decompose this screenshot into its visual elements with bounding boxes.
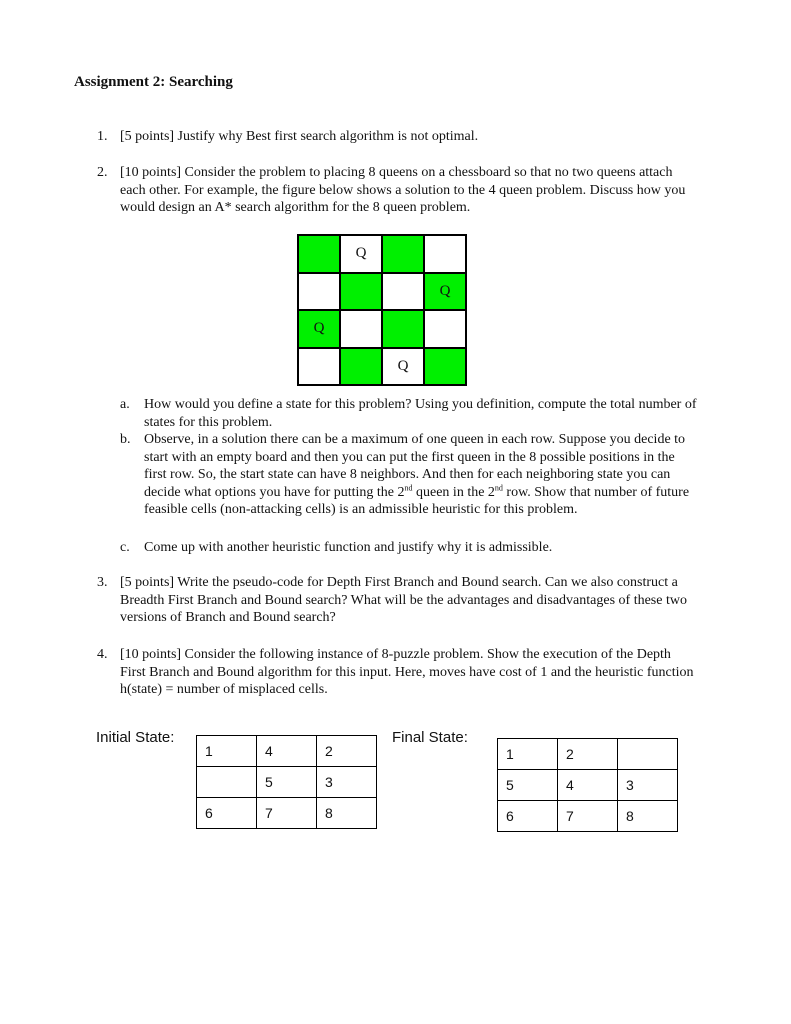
board-cell <box>340 348 382 386</box>
board-cell <box>424 235 466 273</box>
subpart-a <box>120 396 700 431</box>
board-cell <box>298 273 340 311</box>
puzzle-tile: 4 <box>257 736 317 767</box>
assignment-title: Assignment 2: Searching <box>74 74 233 90</box>
question-number: 1. <box>97 129 108 144</box>
question-3 <box>97 574 697 627</box>
question-4 <box>97 646 697 699</box>
puzzle-tile: 2 <box>558 739 618 770</box>
puzzle-tile: 8 <box>618 801 678 832</box>
subpart-letter: c. <box>120 540 130 555</box>
subpart-text: Come up with another heuristic function and justify why it is admissible. <box>144 540 553 555</box>
initial-state-grid <box>196 735 377 829</box>
puzzle-tile: 6 <box>197 798 257 829</box>
puzzle-tile: 3 <box>618 770 678 801</box>
question-number: 2. <box>97 165 108 180</box>
board-cell <box>382 235 424 273</box>
puzzle-tile: 5 <box>257 767 317 798</box>
board-cell <box>298 235 340 273</box>
subpart-c <box>120 539 700 557</box>
subpart-text: How would you define a state for this problem? Using you definition, compute the total number of states for this problem. <box>144 397 697 430</box>
queen-cell: Q <box>298 310 340 348</box>
subpart-letter: a. <box>120 397 130 412</box>
puzzle-tile: 5 <box>498 770 558 801</box>
puzzle-tile: 1 <box>197 736 257 767</box>
question-text: [5 points] Justify why Best first search algorithm is not optimal. <box>120 129 479 144</box>
final-state-label: Final State: <box>392 729 468 746</box>
board-cell <box>382 273 424 311</box>
subpart-b <box>120 431 700 519</box>
question-1 <box>97 128 697 146</box>
puzzle-tile: 8 <box>317 798 377 829</box>
queen-cell: Q <box>382 348 424 386</box>
subpart-text: Observe, in a solution there can be a maximum of one queen in each row. Suppose you decide to start with an empty board and then you can put the first queen in the 8 possible positions in the first row. So, the start state can have 8 neighbors. And then for each neighboring state you can decide what options you have for putting the 2nd queen in the 2nd row. Show that number of future feasible cells (non-attacking cells) is an admissible heuristic for this problem. <box>144 432 690 517</box>
board-cell <box>298 348 340 386</box>
question-text: [5 points] Write the pseudo-code for Depth First Branch and Bound search. Can we also construct a Breadth First Branch and Bound search? What will be the advantages and disadvantages of these two versions of Branch and Bound search? <box>120 575 687 625</box>
queens-chessboard <box>297 234 467 386</box>
question-text: [10 points] Consider the problem to placing 8 queens on a chessboard so that no two queens attach each other. For example, the figure below shows a solution to the 4 queen problem. Discuss how you would design an A* search algorithm for the 8 queen problem. <box>120 165 686 215</box>
board-cell <box>340 310 382 348</box>
subpart-letter: b. <box>120 432 131 447</box>
puzzle-blank <box>197 767 257 798</box>
puzzle-tile: 3 <box>317 767 377 798</box>
puzzle-tile: 6 <box>498 801 558 832</box>
question-2 <box>97 164 697 217</box>
board-cell <box>340 273 382 311</box>
initial-state-label: Initial State: <box>96 729 175 746</box>
question-text: [10 points] Consider the following instance of 8-puzzle problem. Show the execution of the Depth First Branch and Bound algorithm for this input. Here, moves have cost of 1 and the heuristic function h(state) = number of misplaced cells. <box>120 647 694 697</box>
board-cell <box>424 310 466 348</box>
puzzle-tile: 2 <box>317 736 377 767</box>
board-cell <box>424 348 466 386</box>
question-number: 4. <box>97 647 108 662</box>
puzzle-tile: 7 <box>257 798 317 829</box>
board-cell <box>382 310 424 348</box>
queen-cell: Q <box>340 235 382 273</box>
puzzle-blank <box>618 739 678 770</box>
puzzle-tile: 4 <box>558 770 618 801</box>
puzzle-tile: 7 <box>558 801 618 832</box>
puzzle-tile: 1 <box>498 739 558 770</box>
question-number: 3. <box>97 575 108 590</box>
queen-cell: Q <box>424 273 466 311</box>
final-state-grid <box>497 738 678 832</box>
